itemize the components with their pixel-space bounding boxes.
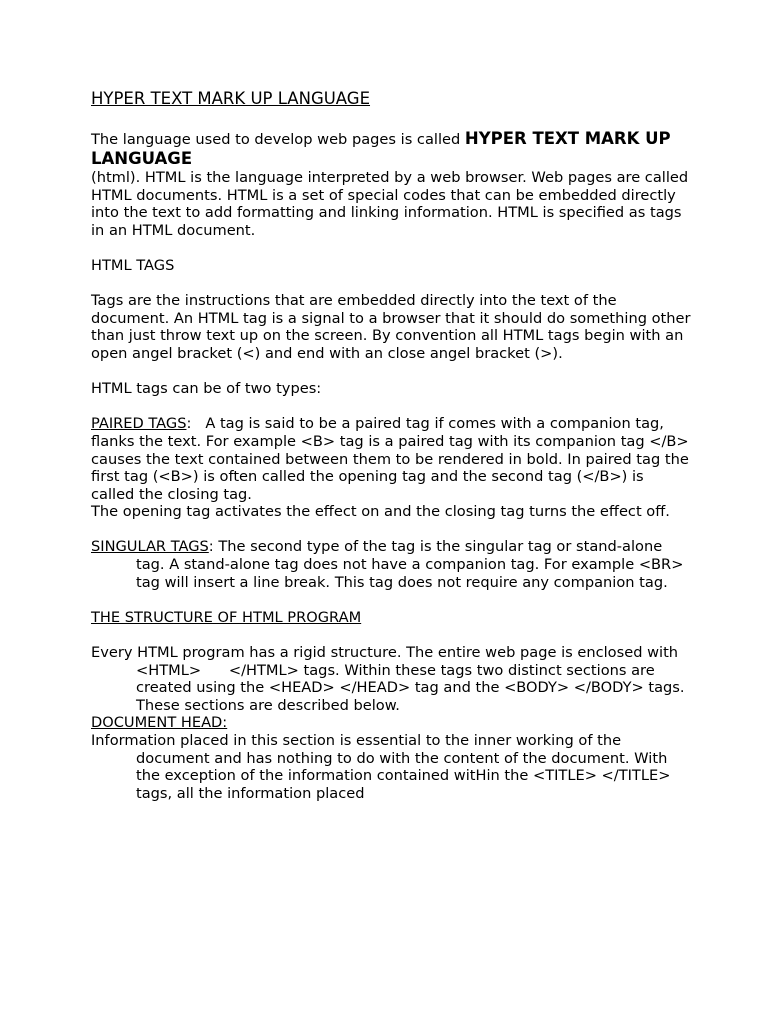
intro-paragraph — [91, 129, 691, 169]
paired-tags-label: PAIRED TAGS — [91, 415, 187, 433]
document-head-heading: DOCUMENT HEAD: — [91, 714, 228, 732]
paired-tags-sep: : — [186, 415, 192, 433]
intro-rest: (html). HTML is the language interpreted by a web browser. Web pages are called HTML documents. HTML is a set of special codes that can be embedded directly into the text to add formatting and linking information. HTML is specified as tags in an HTML document. — [91, 169, 689, 239]
intro-lead: The language used to develop web pages is called — [91, 131, 465, 148]
html-tags-body: Tags are the instructions that are embedded directly into the text of the document. An HTML tag is a signal to a browser that it should do something other than just throw text up on the screen. By convention all HTML tags begin with an open angel bracket (<) and end with an close angel bracket (>). — [91, 292, 691, 362]
document-head-body: Information placed in this section is essential to the inner working of the document and has nothing to do with the content of the document. With the exception of the information contained witHin the <TITLE> </TITLE> tags, all the information placed — [91, 732, 671, 802]
intro-emphasis: HYPER TEXT MARK UP LANGUAGE — [91, 129, 671, 168]
paired-tags-paragraph — [91, 415, 694, 503]
singular-tags-paragraph — [91, 538, 691, 591]
paired-tags-extra: The opening tag activates the effect on and the closing tag turns the effect off. — [91, 503, 670, 521]
singular-tags-body: The second type of the tag is the singular tag or stand-alone tag. A stand-alone tag does not have a companion tag. For example <BR> tag will insert a line break. This tag does not require any companion tag. — [136, 538, 684, 591]
paired-tags-body: A tag is said to be a paired tag if comes with a companion tag, flanks the text. For example <B> tag is a paired tag with its companion tag </B> causes the text contained between them to be rendered in bold. In paired tag the first tag (<B>) is often called the opening tag and the second tag (</B>) is called the closing tag. — [91, 415, 694, 503]
html-tags-types-intro: HTML tags can be of two types: — [91, 380, 322, 398]
document-title: HYPER TEXT MARK UP LANGUAGE — [91, 89, 371, 108]
singular-tags-label: SINGULAR TAGS — [91, 538, 209, 556]
html-tags-heading: HTML TAGS — [91, 256, 175, 274]
document-page — [91, 89, 694, 802]
structure-body: Every HTML program has a rigid structure. The entire web page is enclosed with <HTML> </HTML> tags. Within these tags two distinct sections are created using the <HEAD> </HEAD> tag and the <BODY> </BODY> tags. These sections are described below. — [91, 644, 690, 714]
structure-heading: THE STRUCTURE OF HTML PROGRAM — [91, 608, 362, 626]
singular-tags-sep: : — [208, 538, 214, 556]
